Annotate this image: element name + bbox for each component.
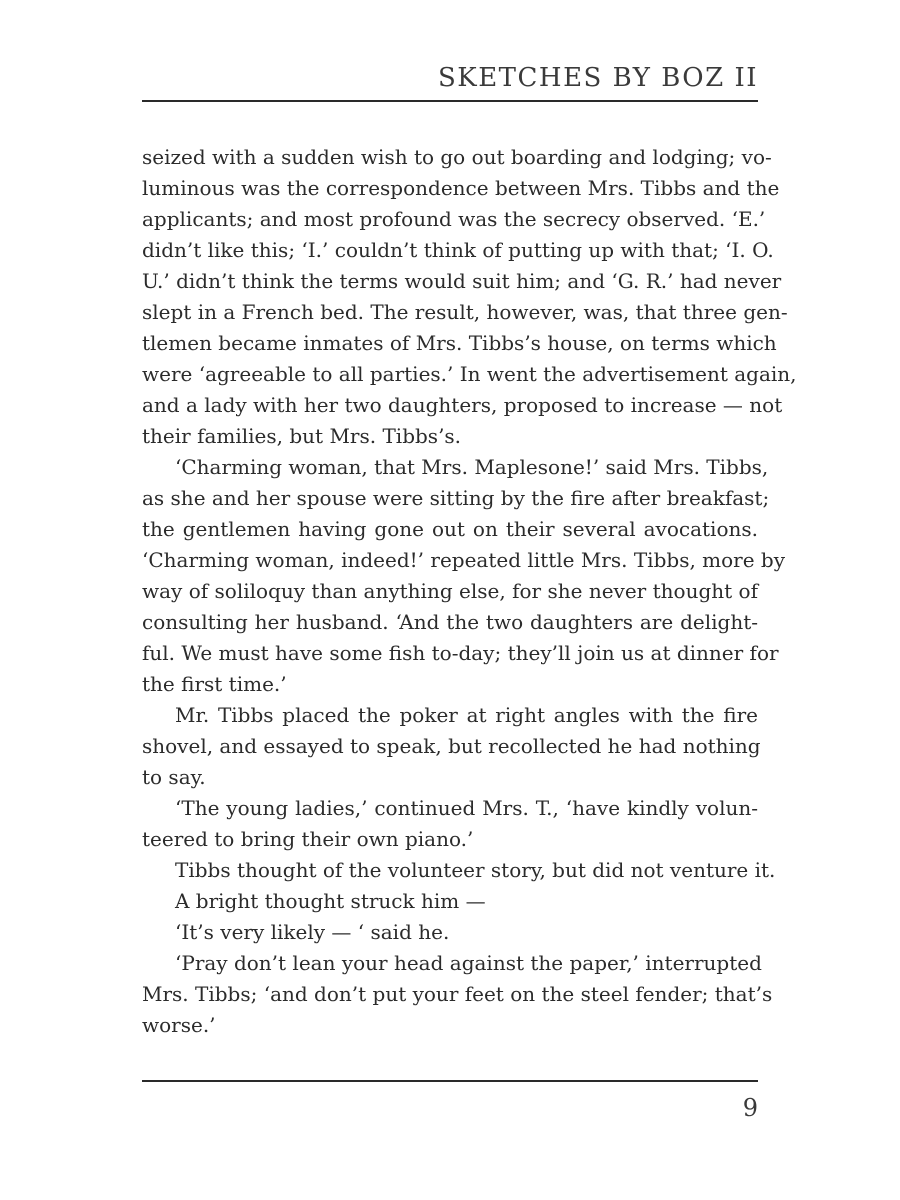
text-line: applicants; and most profound was the secrecy observed. ‘E.’: [142, 207, 766, 231]
text-line: ‘Pray don’t lean your head against the paper,’ interrupted: [175, 951, 762, 975]
paragraph: [142, 917, 758, 948]
text-line: didn’t like this; ‘I.’ couldn’t think of putting up with that; ‘I. O.: [142, 238, 774, 262]
text-line: as she and her spouse were sitting by the fire after breakfast;: [142, 486, 770, 510]
paragraph: [142, 793, 758, 855]
header-rule: [142, 100, 758, 102]
running-head-title: SKETCHES BY BOZ II: [437, 63, 758, 93]
text-line: A bright thought struck him —: [175, 889, 486, 913]
text-line: their families, but Mrs. Tibbs’s.: [142, 424, 462, 448]
text-line: tlemen became inmates of Mrs. Tibbs’s house, on terms which: [142, 331, 777, 355]
text-line: were ‘agreeable to all parties.’ In went the advertisement again,: [142, 362, 797, 386]
text-line: worse.’: [142, 1013, 216, 1037]
footer-rule: [142, 1080, 758, 1082]
paragraph: [142, 886, 758, 917]
text-line: ‘Charming woman, that Mrs. Maplesone!’ said Mrs. Tibbs,: [175, 455, 769, 479]
text-line: Mr. Tibbs placed the poker at right angles with the fire: [175, 703, 758, 727]
text-line: ful. We must have some fish to-day; they’ll join us at dinner for: [142, 641, 779, 665]
text-line: to say.: [142, 765, 206, 789]
text-line: the first time.’: [142, 672, 287, 696]
text-line: U.’ didn’t think the terms would suit him; and ‘G. R.’ had never: [142, 269, 782, 293]
paragraph: [142, 700, 761, 793]
paragraph: [142, 142, 797, 452]
text-line: Tibbs thought of the volunteer story, but did not venture it.: [175, 858, 776, 882]
body-text: [142, 142, 797, 1041]
text-line: ‘Charming woman, indeed!’ repeated little Mrs. Tibbs, more by: [142, 548, 786, 572]
text-line: shovel, and essayed to speak, but recollected he had nothing: [142, 734, 761, 758]
text-line: slept in a French bed. The result, however, was, that three gen-: [142, 300, 788, 324]
paragraph: [142, 452, 786, 700]
page-number: 9: [742, 1094, 758, 1122]
text-line: ‘It’s very likely — ‘ said he.: [175, 920, 450, 944]
paragraph: [142, 855, 776, 886]
text-line: way of soliloquy than anything else, for she never thought of: [142, 579, 758, 603]
paragraph: [142, 948, 773, 1041]
text-line: ‘The young ladies,’ continued Mrs. T., ‘have kindly volun-: [175, 796, 758, 820]
text-line: consulting her husband. ‘And the two daughters are delight-: [142, 610, 758, 634]
text-line: seized with a sudden wish to go out boarding and lodging; vo-: [142, 145, 772, 169]
text-line: the gentlemen having gone out on their several avocations.: [142, 517, 758, 541]
text-line: teered to bring their own piano.’: [142, 827, 474, 851]
text-line: luminous was the correspondence between Mrs. Tibbs and the: [142, 176, 780, 200]
text-line: Mrs. Tibbs; ‘and don’t put your feet on the steel fender; that’s: [142, 982, 773, 1006]
text-line: and a lady with her two daughters, proposed to increase — not: [142, 393, 783, 417]
